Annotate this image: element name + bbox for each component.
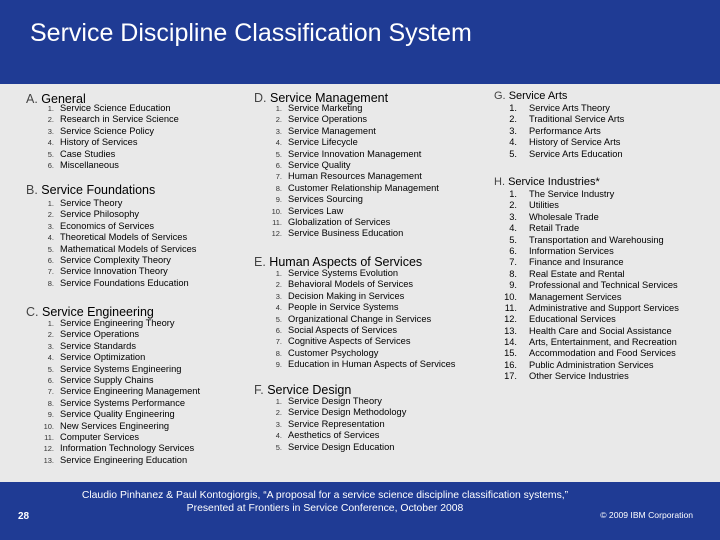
section-b-heading <box>26 183 155 197</box>
list-item-number: 16. <box>504 359 517 370</box>
list-item-label: Human Resources Management <box>288 171 422 182</box>
footer-bar <box>0 482 720 540</box>
list-item-number: 12. <box>43 444 54 454</box>
list-item-label: Behavioral Models of Services <box>288 279 414 290</box>
list-item-label: Customer Psychology <box>288 347 379 358</box>
list-item-number: 2. <box>509 200 517 211</box>
list-item-label: Finance and Insurance <box>529 257 624 268</box>
list-item-number: 7. <box>275 337 282 347</box>
list-item-number: 6. <box>47 255 54 265</box>
copyright-text: © 2009 IBM Corporation <box>600 510 693 520</box>
list-item-number: 6. <box>47 375 54 385</box>
list-item-number: 6. <box>275 325 282 335</box>
section-h-name: Service Industries* <box>508 176 600 188</box>
list-item-number: 7. <box>509 257 517 268</box>
list-item-number: 1. <box>509 103 517 113</box>
list-item-label: Service Innovation Management <box>288 148 422 159</box>
list-item-label: Service Operations <box>60 329 140 340</box>
section-g-heading <box>494 90 567 102</box>
section-c-name: Service Engineering <box>41 305 154 319</box>
list-item-label: Service Management <box>288 125 376 136</box>
list-item-number: 15. <box>504 348 517 359</box>
list-item-label: Service Foundations Education <box>60 277 189 288</box>
list-item-label: Arts, Entertainment, and Recreation <box>529 337 677 348</box>
list-item-label: History of Service Arts <box>529 137 621 148</box>
list-item-number: 14. <box>504 337 517 348</box>
list-item-label: Social Aspects of Services <box>288 324 398 335</box>
title-bar <box>0 0 720 84</box>
list-item-label: Service Arts Theory <box>529 103 610 113</box>
list-item-label: Performance Arts <box>529 125 601 136</box>
section-g-name: Service Arts <box>508 90 568 102</box>
list-item-label: Research in Service Science <box>60 114 179 125</box>
list-item-label: Utilities <box>529 200 559 211</box>
list-item-label: Service Theory <box>60 198 123 208</box>
list-item-label: Service Optimization <box>60 352 146 363</box>
list-item-number: 17. <box>504 371 517 382</box>
section-h-letter: H. <box>494 176 505 188</box>
list-item-label: Transportation and Warehousing <box>529 234 664 245</box>
list-item-label: Education in Human Aspects of Services <box>288 359 456 370</box>
list-item-number: 4. <box>509 137 517 148</box>
section-b-letter: B. <box>26 183 38 197</box>
list-item-number: 10. <box>504 291 517 302</box>
list-item-number: 12. <box>271 229 282 239</box>
list-item-label: Real Estate and Rental <box>529 268 625 279</box>
list-item-number: 2. <box>47 330 54 340</box>
section-g-letter: G. <box>494 90 506 102</box>
list-item-number: 4. <box>47 233 54 243</box>
list-item-label: Public Administration Services <box>529 359 654 370</box>
list-item-number: 11. <box>272 217 282 227</box>
list-item-label: Decision Making in Services <box>288 290 405 301</box>
list-item-label: Accommodation and Food Services <box>529 348 676 359</box>
list-item-number: 8. <box>509 268 517 279</box>
list-item-label: Organizational Change in Services <box>288 313 432 324</box>
list-item-number: 5. <box>509 234 517 245</box>
list-item-label: Health Care and Social Assistance <box>529 325 672 336</box>
list-item-number: 6. <box>509 245 517 256</box>
list-item-label: Service Design Methodology <box>288 407 407 418</box>
list-item-number: 2. <box>275 280 282 290</box>
list-item-label: Service Science Policy <box>60 125 155 136</box>
list-item-label: Retail Trade <box>529 223 580 234</box>
list-item-number: 8. <box>275 348 282 358</box>
list-item-label: Service Systems Evolution <box>288 268 399 278</box>
list-item-number: 1. <box>275 104 282 113</box>
list-item-number: 4. <box>275 431 282 441</box>
list-item-number: 5. <box>509 148 517 159</box>
list-item-number: 6. <box>275 160 282 170</box>
content-area <box>0 84 720 482</box>
list-item-label: Service Design Education <box>288 441 395 452</box>
list-item-number: 1. <box>47 104 54 113</box>
list-item-label: History of Services <box>60 137 138 148</box>
list-item-label: Cognitive Aspects of Services <box>288 336 411 347</box>
list-item-number: 9. <box>47 410 54 420</box>
section-f-heading <box>254 383 351 397</box>
list-item-label: Service Operations <box>288 114 368 125</box>
list-item-label: Service Philosophy <box>60 209 140 220</box>
list-item-label: New Services Engineering <box>60 420 170 431</box>
list-item-number: 6. <box>47 160 54 170</box>
list-item-label: Service Marketing <box>288 103 363 113</box>
section-f-name: Service Design <box>267 383 352 397</box>
list-item-number: 2. <box>47 210 54 220</box>
list-item-label: Service Quality Engineering <box>60 409 175 420</box>
list-item-number: 8. <box>275 183 282 193</box>
list-item-label: Computer Services <box>60 431 140 442</box>
list-item-label: Globalization of Services <box>288 216 391 227</box>
list-item-number: 5. <box>275 442 282 452</box>
section-e-name: Human Aspects of Services <box>269 255 423 269</box>
list-item-number: 1. <box>47 319 54 328</box>
list-item-number: 10. <box>43 421 54 431</box>
list-item-number: 4. <box>509 223 517 234</box>
section-e-heading <box>254 255 422 269</box>
list-item-label: Theoretical Models of Services <box>60 232 188 243</box>
section-a-name: General <box>41 92 86 106</box>
list-item-label: Service Engineering Education <box>60 454 188 465</box>
list-item-label: Wholesale Trade <box>529 211 599 222</box>
list-item-label: Service Standards <box>60 340 136 351</box>
list-item-label: Service Lifecycle <box>288 137 358 148</box>
list-item-label: Service Design Theory <box>288 396 382 406</box>
list-item-label: People in Service Systems <box>288 302 399 313</box>
list-item-label: Service Supply Chains <box>60 374 154 385</box>
list-item-label: Traditional Service Arts <box>529 114 625 125</box>
section-f-letter: F. <box>254 383 264 397</box>
list-item-label: Professional and Technical Services <box>529 280 678 291</box>
section-e-letter: E. <box>254 255 266 269</box>
list-item-label: Mathematical Models of Services <box>60 243 197 254</box>
list-item-number: 1. <box>275 269 282 278</box>
list-item-number: 8. <box>47 398 54 408</box>
list-item-number: 4. <box>47 353 54 363</box>
list-item-label: The Service Industry <box>529 189 615 199</box>
list-item-label: Other Service Industries <box>529 371 629 382</box>
list-item-label: Service Science Education <box>60 103 171 113</box>
list-item-number: 1. <box>509 189 517 199</box>
list-item-number: 3. <box>47 126 54 136</box>
list-item-label: Services Sourcing <box>288 194 363 205</box>
list-item-label: Customer Relationship Management <box>288 182 439 193</box>
list-item-number: 2. <box>47 115 54 125</box>
list-item-label: Information Technology Services <box>60 443 195 454</box>
list-item-label: Service Quality <box>288 159 351 170</box>
list-item-number: 7. <box>47 387 54 397</box>
list-item-label: Information Services <box>529 245 614 256</box>
list-item-number: 5. <box>47 364 54 374</box>
list-item-label: Service Engineering Management <box>60 386 201 397</box>
list-item-label: Service Representation <box>288 418 385 429</box>
list-item-number: 3. <box>47 341 54 351</box>
list-item-label: Administrative and Support Services <box>529 302 679 313</box>
list-item-label: Management Services <box>529 291 622 302</box>
list-item-number: 13. <box>43 455 54 465</box>
list-item-number: 9. <box>509 280 517 291</box>
section-h-heading <box>494 176 600 188</box>
list-item-number: 1. <box>275 397 282 406</box>
list-item-label: Service Systems Engineering <box>60 363 182 374</box>
list-item-number: 9. <box>275 195 282 205</box>
list-item-number: 5. <box>275 149 282 159</box>
section-d-letter: D. <box>254 91 267 105</box>
list-item-number: 3. <box>275 126 282 136</box>
list-item-label: Service Arts Education <box>529 148 623 159</box>
list-item-number: 11. <box>504 302 517 313</box>
slide-title: Service Discipline Classification System <box>30 19 472 47</box>
page-number: 28 <box>18 511 30 522</box>
list-item-number: 3. <box>47 221 54 231</box>
list-item-number: 4. <box>275 138 282 148</box>
list-item-number: 3. <box>275 419 282 429</box>
list-item-number: 11. <box>44 432 54 442</box>
list-item-label: Service Complexity Theory <box>60 254 171 265</box>
list-item-number: 4. <box>275 303 282 313</box>
section-c-heading <box>26 305 154 319</box>
list-item-number: 5. <box>275 314 282 324</box>
list-item-number: 1. <box>47 199 54 208</box>
list-item-number: 5. <box>47 244 54 254</box>
list-item-number: 3. <box>509 211 517 222</box>
list-item-number: 7. <box>47 267 54 277</box>
list-item-number: 13. <box>504 325 517 336</box>
list-item-label: Services Law <box>288 205 344 216</box>
list-item-label: Case Studies <box>60 148 116 159</box>
list-item-label: Educational Services <box>529 314 616 325</box>
list-item-label: Service Business Education <box>288 228 404 239</box>
section-c-letter: C. <box>26 305 39 319</box>
list-item-number: 2. <box>509 114 517 125</box>
list-item-label: Economics of Services <box>60 220 155 231</box>
list-item-number: 12. <box>504 314 517 325</box>
list-item-number: 9. <box>275 360 282 370</box>
list-item-number: 3. <box>275 291 282 301</box>
list-item-label: Service Innovation Theory <box>60 266 168 277</box>
section-d-name: Service Management <box>269 91 389 105</box>
list-item-number: 2. <box>275 408 282 418</box>
list-item-number: 8. <box>47 278 54 288</box>
list-item-number: 4. <box>47 138 54 148</box>
section-b-name: Service Foundations <box>41 183 156 197</box>
list-item-number: 7. <box>275 172 282 182</box>
section-a-letter: A. <box>26 92 38 106</box>
list-item-number: 3. <box>509 125 517 136</box>
list-item-number: 5. <box>47 149 54 159</box>
list-item-number: 2. <box>275 115 282 125</box>
list-item-label: Service Systems Performance <box>60 397 186 408</box>
list-item-number: 10. <box>271 206 282 216</box>
list-item-label: Service Engineering Theory <box>60 318 175 328</box>
list-item-label: Miscellaneous <box>60 159 119 170</box>
citation-text: Claudio Pinhanez & Paul Kontogiorgis, “A proposal for a service science discipline classification systems,” Presented at Frontiers in Service Conference, October 2008 <box>81 490 569 514</box>
list-item-label: Aesthetics of Services <box>288 430 380 441</box>
